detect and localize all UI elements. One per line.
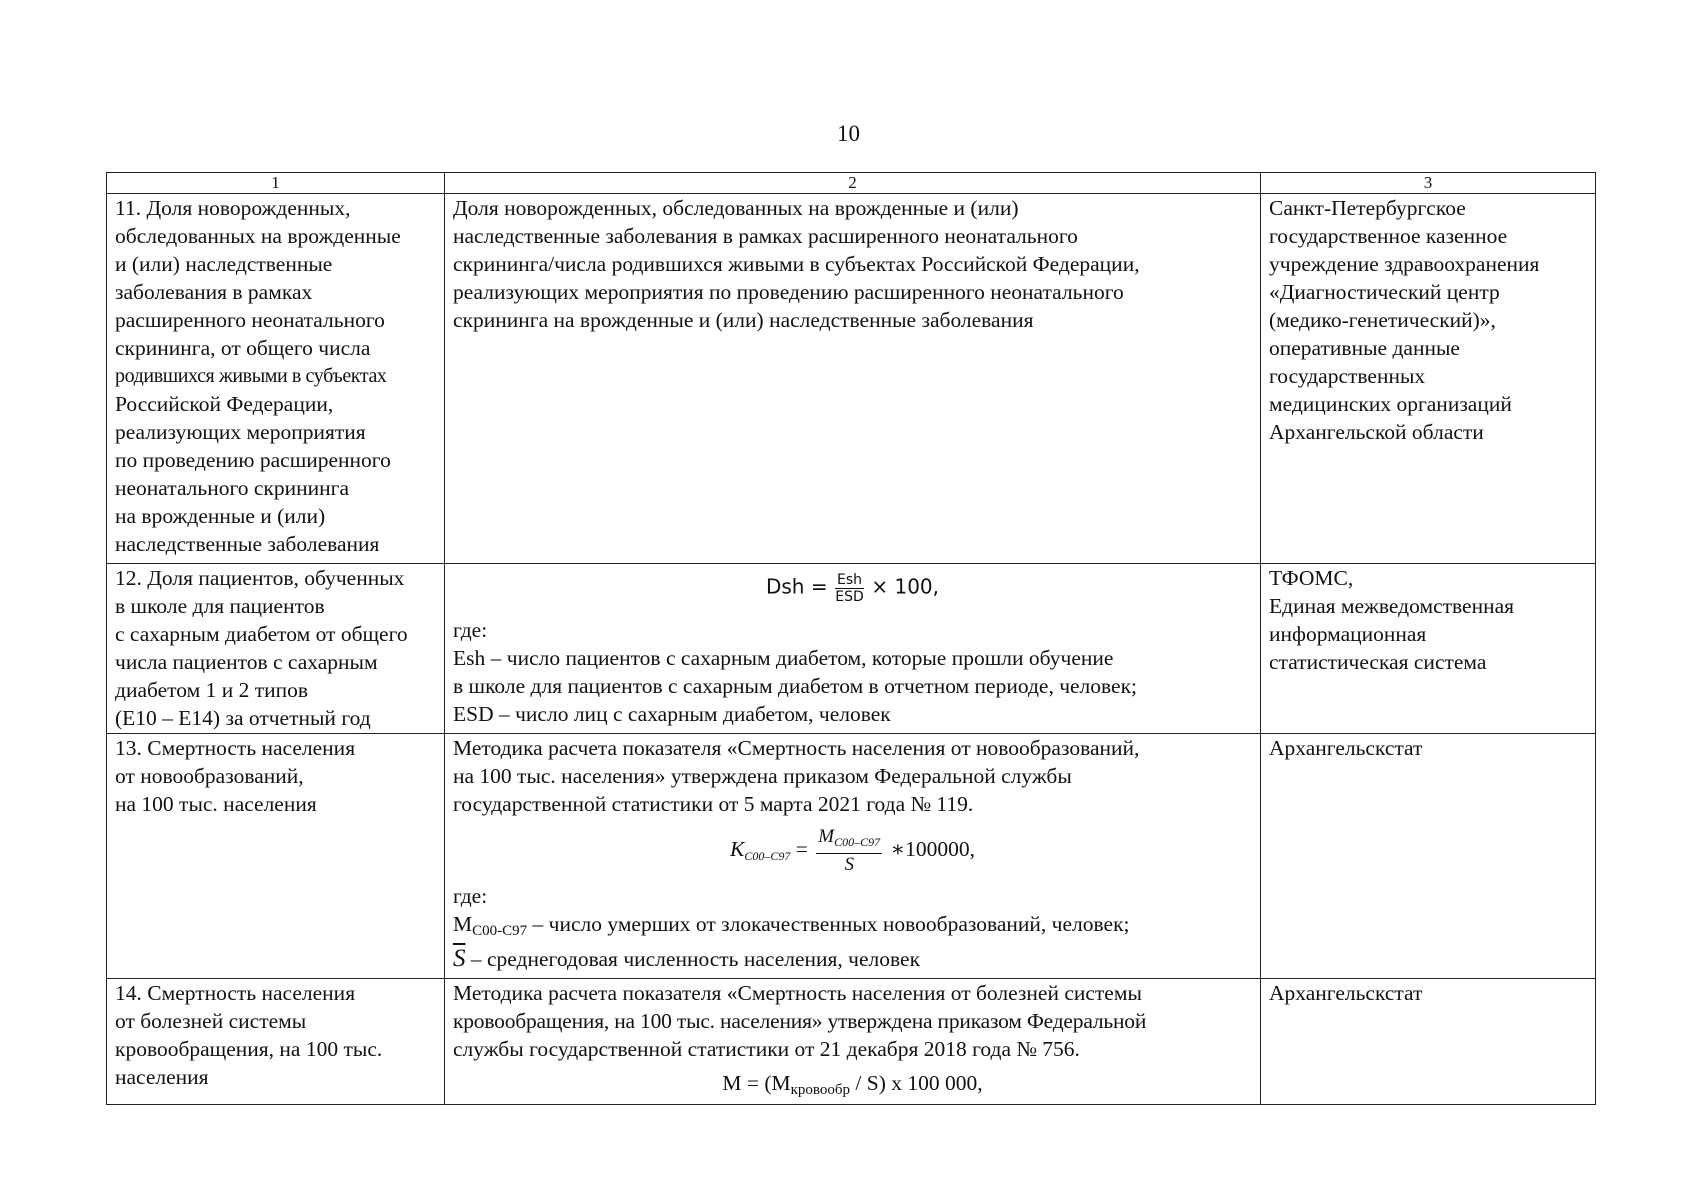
text-line: скрининга/числа родившихся живыми в субъектах Российской Федерации,: [453, 252, 1140, 276]
text-line: службы государственной статистики от 21 декабря 2018 года № 756.: [453, 1037, 1080, 1061]
text-line: кровообращения, на 100 тыс.: [115, 1037, 383, 1061]
text-line: обследованных на врожденные: [115, 224, 401, 248]
text-line: по проведению расширенного: [115, 448, 391, 472]
text-line: Esh – число пациентов с сахарным диабетом, которые прошли обучение: [453, 646, 1114, 670]
text-line: числа пациентов с сахарным: [115, 650, 378, 674]
formula-rhs: / S) x 100 000,: [850, 1071, 983, 1095]
indicator-cell: [107, 734, 445, 979]
text-line: реализующих мероприятия: [115, 420, 366, 444]
text-line: Единая межведомственная: [1269, 594, 1515, 618]
table-row: [107, 734, 1596, 979]
text-line: от болезней системы: [115, 1009, 307, 1033]
method-cell: [445, 564, 1261, 734]
numerator-subscript: C00–C97: [834, 835, 881, 849]
text-line: государственное казенное: [1269, 224, 1508, 248]
text-line: 14. Смертность населения: [115, 981, 356, 1005]
column-header: 1: [107, 173, 445, 194]
text-line: от новообразований,: [115, 764, 304, 788]
text-line: Доля новорожденных, обследованных на врожденные и (или): [453, 196, 1019, 220]
text-line: Архангельскстат: [1269, 736, 1423, 760]
text-line: населения: [115, 1065, 209, 1089]
formula-lhs: K: [730, 836, 745, 861]
formula-subscript: кровообр: [790, 1082, 851, 1098]
s-description: – среднегодовая численность населения, человек: [465, 947, 921, 971]
text-line: «Диагностический центр: [1269, 280, 1500, 304]
text-line: ESD – число лиц с сахарным диабетом, человек: [453, 702, 891, 726]
text-line: Санкт-Петербургское: [1269, 196, 1466, 220]
formula-lhs: Dsh =: [765, 574, 828, 599]
formula-m: [453, 1063, 1252, 1104]
text-line: ТФОМС,: [1269, 566, 1354, 590]
formula-rhs: ∗100000,: [890, 836, 975, 861]
column-header: 3: [1261, 173, 1596, 194]
text-line: (E10 – E14) за отчетный год: [115, 706, 371, 730]
text-line: расширенного неонатального: [115, 308, 385, 332]
text-line: и (или) наследственные: [115, 252, 333, 276]
text-line: где:: [453, 618, 488, 642]
text-line: 11. Доля новорожденных,: [115, 196, 351, 220]
numerator-symbol: M: [818, 826, 835, 847]
text-line: реализующих мероприятия по проведению расширенного неонатального: [453, 280, 1124, 304]
column-header: 2: [445, 173, 1261, 194]
fraction-numerator: [816, 826, 882, 854]
text-line: 12. Доля пациентов, обученных: [115, 566, 405, 590]
text-line: наследственные заболевания в рамках расширенного неонатального: [453, 224, 1078, 248]
text-line: кровообращения, на 100 тыс. населения» утверждена приказом Федеральной: [453, 1009, 1147, 1033]
formula-lhs-subscript: C00–C97: [744, 848, 791, 863]
table-row: [107, 979, 1596, 1105]
text-line: на 100 тыс. населения: [115, 792, 317, 816]
table-row: [107, 564, 1596, 734]
text-line: скрининга на врожденные и (или) наследственные заболевания: [453, 308, 1034, 332]
text-line: государственной статистики от 5 марта 2021 года № 119.: [453, 792, 974, 816]
text-line: в школе для пациентов: [115, 594, 325, 618]
fraction-denominator: S: [844, 854, 854, 875]
text-line: статистическая система: [1269, 650, 1487, 674]
indicator-cell: [107, 564, 445, 734]
text-line: Методика расчета показателя «Смертность населения от новообразований,: [453, 736, 1140, 760]
text-line: Методика расчета показателя «Смертность населения от болезней системы: [453, 981, 1142, 1005]
text-line: государственных: [1269, 364, 1426, 388]
fraction: [816, 826, 882, 876]
text-line: Архангельскстат: [1269, 981, 1423, 1005]
text-line: на 100 тыс. населения» утверждена приказом Федеральной службы: [453, 764, 1072, 788]
source-cell: [1261, 194, 1596, 564]
m-description: – число умерших от злокачественных новообразований, человек;: [527, 912, 1130, 936]
indicator-cell: [107, 979, 445, 1105]
table-header-row: [107, 173, 1596, 194]
text-line: в школе для пациентов с сахарным диабетом в отчетном периоде, человек;: [453, 674, 1138, 698]
text-line: информационная: [1269, 622, 1427, 646]
method-cell: [445, 979, 1261, 1105]
formula-dsh: [453, 564, 1252, 616]
fraction-denominator: ESD: [835, 589, 864, 605]
text-line: заболевания в рамках: [115, 280, 313, 304]
text-line: оперативные данные: [1269, 336, 1460, 360]
formula-rhs: × 100,: [871, 574, 940, 599]
table-row: [107, 194, 1596, 564]
text-line: неонатального скрининга: [115, 476, 350, 500]
fraction: [835, 572, 864, 605]
text-line: Российской Федерации,: [115, 392, 334, 416]
definition-m: [453, 910, 1252, 945]
source-cell: [1261, 564, 1596, 734]
text-line: медицинских организаций: [1269, 392, 1512, 416]
m-symbol: M: [453, 912, 473, 936]
indicator-cell: [107, 194, 445, 564]
fraction-numerator: Esh: [836, 572, 862, 588]
text-line: учреждение здравоохранения: [1269, 252, 1540, 276]
source-cell: [1261, 734, 1596, 979]
text-line: диабетом 1 и 2 типов: [115, 678, 309, 702]
formula-k: $K_{C00-C97}$ = $\frac{M_{C00-C97}}{S}$ ∗100000,: [730, 826, 975, 875]
page-number: 10: [837, 121, 860, 146]
definition-s: [453, 945, 1252, 973]
indicators-table: [106, 172, 1596, 1105]
method-cell: [445, 194, 1261, 564]
text-line: Архангельской области: [1269, 420, 1484, 444]
text-line: родившихся живыми в субъектах: [115, 365, 387, 387]
text-line: где:: [453, 884, 488, 908]
text-line: с сахарным диабетом от общего: [115, 622, 408, 646]
m-subscript: C00-C97: [472, 923, 528, 939]
text-line: 13. Смертность населения: [115, 736, 356, 760]
text-line: скрининга, от общего числа: [115, 336, 371, 360]
source-cell: [1261, 979, 1596, 1105]
s-symbol: $\overline{S}$: [453, 945, 466, 972]
method-cell: [445, 734, 1261, 979]
text-line: (медико-генетический)»,: [1269, 308, 1496, 332]
text-line: наследственные заболевания: [115, 532, 380, 556]
text-line: на врожденные и (или): [115, 504, 326, 528]
formula-lhs: M = (M: [722, 1071, 791, 1095]
